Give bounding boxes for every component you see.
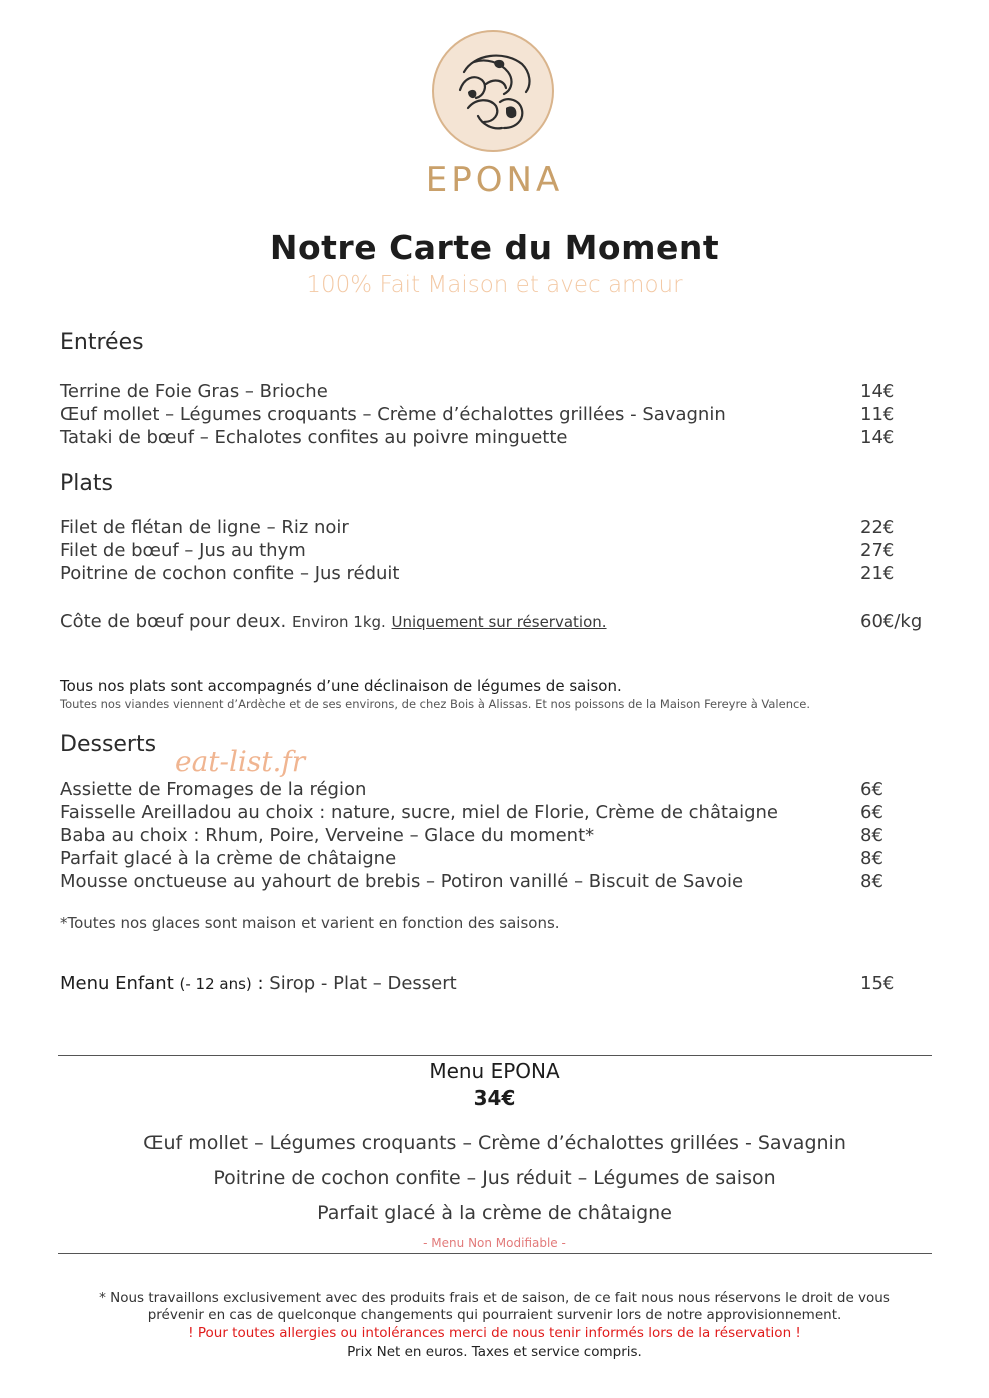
page-subtitle: 100% Fait Maison et avec amour (306, 272, 683, 298)
dish-price: 11€ (860, 404, 895, 425)
dish-name: Filet de bœuf – Jus au thym (60, 540, 306, 561)
dish-title: Côte de bœuf pour deux. (60, 611, 287, 632)
dish-price: 14€ (860, 381, 895, 402)
menu-row (60, 404, 930, 427)
watermark: eat-list.fr (175, 745, 306, 778)
horse-logo-icon (434, 32, 552, 150)
set-menu-item: Poitrine de cochon confite – Jus réduit – Légumes de saison (213, 1167, 776, 1189)
footer-line-1: * Nous travaillons exclusivement avec des produits frais et de saison, de ce fait nous nous réservons le droit de vous (99, 1290, 890, 1306)
section-heading-desserts: Desserts (60, 732, 157, 757)
dish-name (60, 611, 607, 632)
dish-name: Poitrine de cochon confite – Jus réduit (60, 563, 400, 584)
menu-row-cote-de-boeuf (60, 611, 930, 634)
dish-price: 15€ (860, 973, 895, 994)
logo-emblem (432, 30, 554, 152)
price-note: Prix Net en euros. Taxes et service compris. (347, 1344, 642, 1360)
divider-bottom (58, 1253, 932, 1254)
sides-note: Tous nos plats sont accompagnés d’une déclinaison de légumes de saison. (60, 677, 622, 695)
kids-menu-colon: : (251, 973, 270, 994)
dish-name: Œuf mollet – Légumes croquants – Crème d’échalottes grillées - Savagnin (60, 404, 726, 425)
menu-row (60, 540, 930, 563)
dish-name: Faisselle Areilladou au choix : nature, sucre, miel de Florie, Crème de châtaigne (60, 802, 778, 823)
set-menu-item: Parfait glacé à la crème de châtaigne (317, 1202, 672, 1224)
dish-price: 21€ (860, 563, 895, 584)
menu-row (60, 871, 930, 894)
menu-row (60, 825, 930, 848)
section-heading-entrees: Entrées (60, 330, 144, 355)
dish-name: Assiette de Fromages de la région (60, 779, 367, 800)
dish-price: 8€ (860, 848, 883, 869)
reservation-link[interactable]: Uniquement sur réservation. (391, 613, 607, 631)
dish-price: 22€ (860, 517, 895, 538)
dish-name: Parfait glacé à la crème de châtaigne (60, 848, 397, 869)
section-heading-plats: Plats (60, 471, 113, 496)
menu-row (60, 802, 930, 825)
set-menu-price: 34€ (473, 1086, 516, 1110)
kids-menu-content: Sirop - Plat – Dessert (269, 973, 457, 994)
dish-name: Mousse onctueuse au yahourt de brebis – Potiron vanillé – Biscuit de Savoie (60, 871, 744, 892)
kids-menu-label: Menu Enfant (60, 973, 174, 994)
set-menu-note: - Menu Non Modifiable - (423, 1236, 566, 1250)
dish-price: 14€ (860, 427, 895, 448)
dish-price: 6€ (860, 779, 883, 800)
page-title: Notre Carte du Moment (269, 228, 720, 267)
dish-price: 27€ (860, 540, 895, 561)
menu-row-enfant (60, 973, 930, 996)
dish-price: 8€ (860, 871, 883, 892)
dish-name: Terrine de Foie Gras – Brioche (60, 381, 328, 402)
menu-row (60, 427, 930, 450)
menu-row (60, 848, 930, 871)
dish-price: 60€/kg (860, 611, 923, 632)
menu-row (60, 381, 930, 404)
set-menu-item: Œuf mollet – Légumes croquants – Crème d’échalottes grillées - Savagnin (143, 1132, 846, 1154)
brand-name: EPONA (425, 160, 564, 200)
dish-name: Tataki de bœuf – Echalotes confites au poivre minguette (60, 427, 568, 448)
dish-name: Baba au choix : Rhum, Poire, Verveine – Glace du moment* (60, 825, 595, 846)
allergy-warning: ! Pour toutes allergies ou intolérances merci de nous tenir informés lors de la réservation ! (188, 1325, 801, 1341)
set-menu-title: Menu EPONA (429, 1059, 560, 1083)
divider-top (58, 1055, 932, 1056)
kids-menu (60, 973, 457, 994)
footer-line-2: prévenir en cas de quelconque changements qui pourraient survenir lors de notre approvisionnement. (147, 1307, 842, 1323)
menu-row (60, 563, 930, 586)
kids-menu-age: (- 12 ans) (179, 975, 252, 993)
sourcing-note: Toutes nos viandes viennent d’Ardèche et de ses environs, de chez Bois à Alissas. Et nos poissons de la Maison Fereyre à Valence. (60, 697, 811, 711)
ice-cream-note: *Toutes nos glaces sont maison et varient en fonction des saisons. (60, 914, 560, 932)
menu-row (60, 779, 930, 802)
dish-detail: Environ 1kg. (291, 613, 386, 631)
dish-price: 8€ (860, 825, 883, 846)
dish-name: Filet de flétan de ligne – Riz noir (60, 517, 349, 538)
dish-price: 6€ (860, 802, 883, 823)
menu-row (60, 517, 930, 540)
